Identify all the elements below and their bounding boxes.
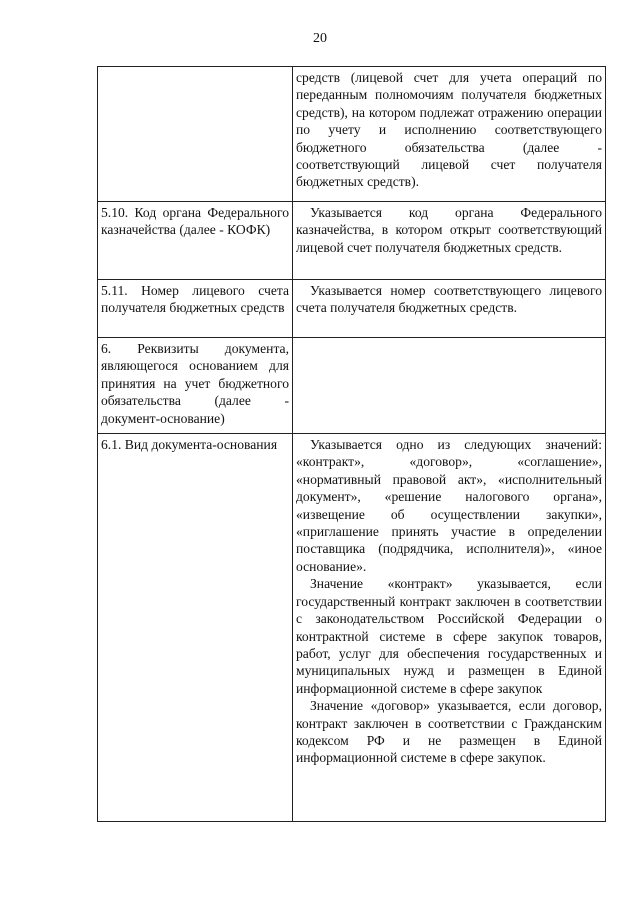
field-description-cell bbox=[293, 280, 606, 338]
field-description: Указывается код органа Федерального казначейства, в котором открыт соответствующий лицевой счет получателя бюджетных средств. bbox=[296, 205, 602, 255]
field-description-cell bbox=[293, 67, 606, 202]
field-name-cell bbox=[98, 202, 293, 280]
field-description: Указывается номер соответствующего лицевого счета получателя бюджетных средств. bbox=[296, 283, 602, 316]
table-row bbox=[98, 280, 606, 338]
field-name-cell bbox=[98, 280, 293, 338]
table-row bbox=[98, 67, 606, 202]
field-name-cell bbox=[98, 338, 293, 434]
table-row bbox=[98, 338, 606, 434]
field-description-cell bbox=[293, 202, 606, 280]
field-name-cell bbox=[98, 434, 293, 822]
field-description: Значение «контракт» указывается, если государственный контракт заключен в соответствии с законодательством Российской Федерации о контрактной системе в сфере закупок товаров, работ, услуг для обеспечения государственных и муниципальных нужд и размещен в Единой информационной системе в сфере закупок bbox=[296, 576, 602, 696]
field-name: 6. Реквизиты документа, являющегося основанием для принятия на учет бюджетного обязательства (далее - документ-основание) bbox=[101, 341, 289, 426]
field-description-cell bbox=[293, 434, 606, 822]
field-name-cell bbox=[98, 67, 293, 202]
field-name: 6.1. Вид документа-основания bbox=[101, 437, 278, 453]
table-row bbox=[98, 202, 606, 280]
field-description: средств (лицевой счет для учета операций по переданным полномочиям получателя бюджетных средств), на котором подлежат отражению операции по учету и исполнению соответствующего бюджетного обязательства (далее - соответствующий лицевой счет получателя бюджетных средств). bbox=[296, 70, 602, 190]
field-description: Указывается одно из следующих значений: «контракт», «договор», «соглашение», «нормативный правовой акт», «исполнительный документ», «решение налогового органа», «извещение об осуществлении закупки», «приглашение принять участие в определении поставщика (подрядчика, исполнителя)», «иное основание». bbox=[296, 437, 602, 574]
field-description-cell bbox=[293, 338, 606, 434]
field-name: 5.11. Номер лицевого счета получателя бюджетных средств bbox=[101, 283, 289, 316]
page-number: 20 bbox=[313, 31, 327, 46]
document-table bbox=[97, 66, 606, 822]
field-description: Значение «договор» указывается, если договор, контракт заключен в соответствии с Гражданским кодексом РФ и не размещен в Единой информационной системе в сфере закупок. bbox=[296, 698, 602, 766]
table-row bbox=[98, 434, 606, 822]
field-name: 5.10. Код органа Федерального казначейства (далее - КОФК) bbox=[101, 205, 289, 238]
